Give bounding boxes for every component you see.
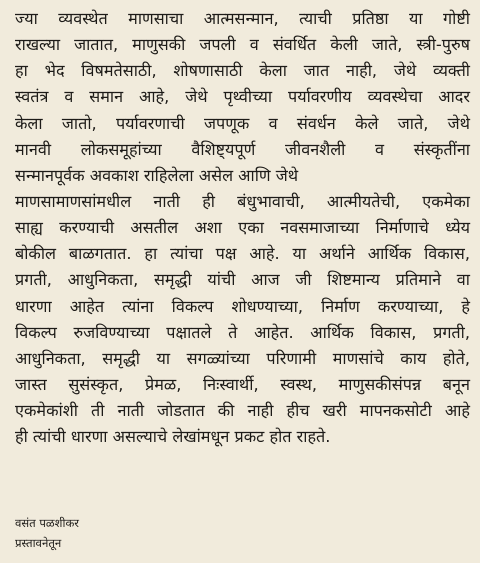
paragraph-line: हा भेद विषमतेसाठी, शोषणासाठी केला जात नाही, जेथे व्यक्ती xyxy=(15,61,470,81)
paragraph-line: विकल्प रुजविण्याच्या पक्षातले ते आहेत. आर्थिक विकास, प्रगती, xyxy=(15,322,470,342)
paragraph-line: आधुनिकता, समृद्धी या सगळ्यांच्या परिणामी माणसांचे काय होते, xyxy=(15,348,470,368)
paragraph-line: साह्य करण्याची असतील अशा एका नवसमाजाच्या निर्माणाचे ध्येय xyxy=(15,218,470,238)
paragraph-line: ज्या व्यवस्थेत माणसाचा आत्मसन्मान, त्याची प्रतिष्ठा या गोष्टी xyxy=(15,9,470,28)
attribution xyxy=(15,513,79,553)
paragraph-line: प्रगती, आधुनिकता, समृद्धी यांची आज जी शिष्टमान्य प्रतिमाने वा xyxy=(15,270,470,290)
paragraph-line: ही त्यांची धारणा असल्याचे लेखांमधून प्रकट होत राहते. xyxy=(15,427,331,447)
paragraph-line: बोकील बाळगतात. हा त्यांचा पक्ष आहे. या अर्थाने आर्थिक विकास, xyxy=(15,244,470,264)
body-paragraph xyxy=(15,6,470,450)
paragraph-line: सन्मानपूर्वक अवकाश राहिलेला असेल आणि जेथे xyxy=(15,165,299,185)
paragraph-line: स्वतंत्र व समान आहे, जेथे पृथ्वीच्या पर्यावरणीय व्यवस्थेचा आदर xyxy=(15,87,470,107)
paragraph-line: धारणा आहेत त्यांना विकल्प शोधण्याच्या, निर्माण करण्याच्या, हे xyxy=(15,296,470,316)
paragraph-line: मानवी लोकसमूहांच्या वैशिष्ट्यपूर्ण जीवनशैली व संस्कृतींना xyxy=(15,139,470,159)
author-name: वसंत पळशीकर xyxy=(15,516,79,530)
paragraph-line: राखल्या जातात, माणुसकी जपली व संवर्धित केली जाते, स्त्री-पुरुष xyxy=(15,35,470,55)
paragraph-line: एकमेकांशी ती नाती जोडतात की नाही हीच खरी मापनकसोटी आहे xyxy=(15,401,470,421)
paragraph-line: माणसामाणसांमधील नाती ही बंधुभावाची, आत्मीयतेची, एकमेका xyxy=(15,191,470,211)
source-note: प्रस्तावनेतून xyxy=(15,536,62,550)
paragraph-line: जास्त सुसंस्कृत, प्रेमळ, निःस्वार्थी, स्वस्थ, माणुसकीसंपन्न बनून xyxy=(15,374,470,394)
paragraph-line: केला जातो, पर्यावरणाची जपणूक व संवर्धन केले जाते, जेथे xyxy=(15,113,470,133)
